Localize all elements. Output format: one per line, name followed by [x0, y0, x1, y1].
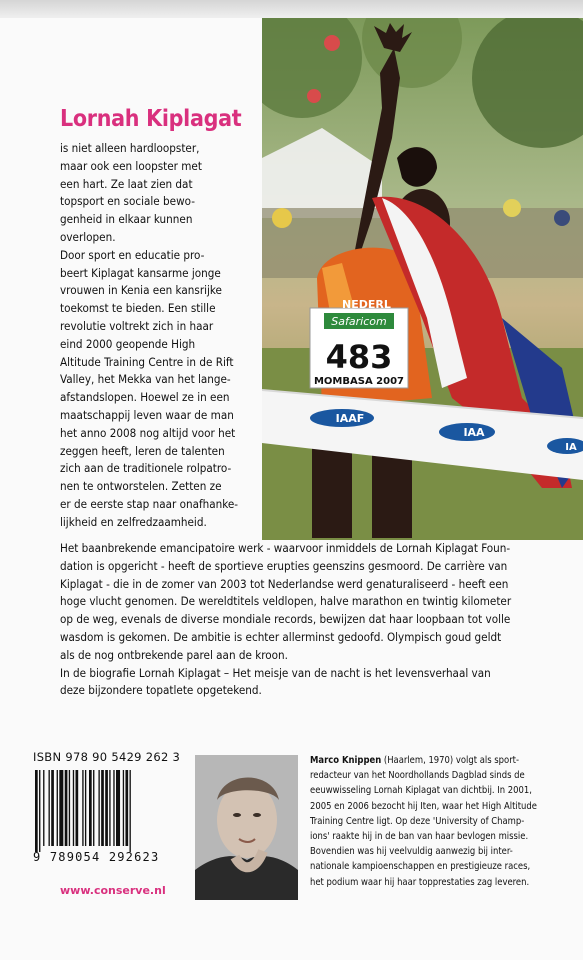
barcode-bar — [39, 770, 40, 852]
author-bio-text: Bovendien was hij veelvuldig aanwezig bij inter- — [310, 846, 513, 858]
author-portrait — [195, 755, 298, 900]
author-bio-text: Training Centre ligt. Op deze 'University of Champ- — [310, 815, 525, 827]
author-bio-line — [310, 768, 572, 783]
author-bio-text: het podium waar hij haar topprestaties zag leveren. — [310, 876, 530, 888]
author-bio-line — [310, 859, 572, 874]
blurb-main — [60, 540, 580, 700]
barcode-bar — [49, 770, 50, 846]
author-photo — [195, 755, 298, 900]
barcode-bar — [76, 770, 79, 846]
blurb-intro-line: Door sport en educatie pro- — [60, 247, 205, 262]
blurb-intro-line: het anno 2008 nog altijd voor het — [60, 425, 236, 440]
barcode-bar — [43, 770, 44, 846]
blurb-main-line: wasdom is gekomen. De ambitie is echter allerminst gedoofd. Olympisch goud geldt — [60, 629, 502, 644]
blurb-main-line: als de nog ontbrekende parel aan de kroon. — [60, 647, 288, 662]
author-bio-text: ions' raakte hij in de ban van haar bevlogen missie. — [310, 831, 529, 843]
tape-text: IAAF — [335, 412, 365, 425]
blurb-main-line: op de weg, evenals de diverse mondiale records, bewijzen dat haar loopbaan tot volle — [60, 612, 511, 627]
barcode-bar — [98, 770, 99, 846]
blurb-intro-line: Altitude Training Centre in de Rift — [60, 354, 234, 369]
blurb-main-line: deze bijzondere topatlete opgetekend. — [60, 683, 262, 698]
cover-photo-runner — [262, 18, 583, 540]
barcode-digits: 9 789054 292623 — [33, 850, 160, 864]
barcode-bars — [33, 770, 183, 852]
cover-top-fold — [0, 0, 583, 18]
author-bio-text: nationale kampioenschappen en prestigieuze races, — [310, 861, 531, 873]
blurb-intro — [60, 140, 265, 532]
blurb-intro-line: maatschappij leven waar de man — [60, 407, 234, 422]
author-bio-line — [310, 783, 572, 798]
barcode-bar — [116, 770, 120, 846]
blurb-intro-line: genheid in elkaar kunnen — [60, 212, 193, 227]
isbn-barcode — [33, 750, 185, 864]
blurb-main-line: Kiplagat - die in de zomer van 2003 tot Nederlandse werd genaturaliseerd - heeft een — [60, 576, 509, 591]
bib-sponsor: Safaricom — [331, 315, 387, 328]
blurb-intro-line: beert Kiplagat kansarme jonge — [60, 265, 221, 280]
barcode-bar — [35, 770, 38, 852]
publisher-website[interactable]: www.conserve.nl — [60, 884, 166, 897]
isbn-label: ISBN 978 90 5429 262 3 — [33, 750, 181, 764]
blurb-main-line: dation is opgericht - heeft de sportieve erupties geenszins gesmoord. De carrière van — [60, 558, 508, 573]
blurb-main-line: hoge vlucht genomen. De wereldtitels veldlopen, halve marathon en twintig kilometer — [60, 594, 512, 609]
barcode-bar — [113, 770, 114, 846]
author-bio-text: redacteur van het Noordhollands Dagblad sinds de — [310, 770, 525, 782]
author-bio-line — [310, 753, 572, 768]
barcode-bar — [105, 770, 108, 846]
barcode-bar — [51, 770, 54, 846]
barcode-bar — [69, 770, 70, 846]
barcode-bar — [85, 770, 86, 846]
author-bio-line — [310, 799, 572, 814]
author-bio-line — [310, 844, 572, 859]
blurb-intro-line: vrouwen in Kenia een kansrijke — [60, 283, 222, 298]
blurb-intro-line: nen te ontworstelen. Zetten ze — [60, 479, 222, 494]
runner-illustration — [262, 18, 583, 540]
barcode-bar — [125, 770, 128, 846]
bib-number: 483 — [325, 338, 393, 376]
blurb-intro-line: eind 2000 geopende High — [60, 336, 196, 351]
author-bio-text: 2005 en 2006 bezocht hij Iten, waar het High Altitude — [310, 800, 537, 812]
blurb-intro-line: lijkheid en zelfredzaamheid. — [60, 514, 207, 529]
blurb-intro-line: een hart. Ze laat zien dat — [60, 176, 193, 191]
tape-text-2: IAA — [463, 426, 485, 439]
blurb-intro-line: maar ook een loopster met — [60, 158, 202, 173]
blurb-intro-line: er de eerste stap naar onafhanke- — [60, 496, 239, 511]
blurb-main-line: Het baanbrekende emancipatoire werk - waarvoor inmiddels de Lornah Kiplagat Foun- — [60, 541, 511, 555]
barcode-bar — [59, 770, 63, 846]
barcode-bar — [89, 770, 92, 846]
blurb-intro-line: zich aan de traditionele rolpatro- — [60, 461, 232, 476]
author-bio — [310, 753, 572, 890]
blurb-intro-line: topsport en sociale bewo- — [60, 194, 195, 209]
author-bio-line — [310, 875, 572, 890]
author-bio-line — [310, 829, 572, 844]
blurb-intro-line: toekomst te bieden. Een stille — [60, 301, 216, 316]
tape-text-3: IA — [565, 442, 577, 453]
barcode-bar — [65, 770, 68, 846]
author-bio-text: eeuwwisseling Lornah Kiplagat van dichtbij. In 2001, — [310, 785, 532, 797]
author-bio-text: (Haarlem, 1970) volgt als sport- — [381, 755, 520, 766]
barcode-bar — [123, 770, 124, 846]
barcode-bar — [82, 770, 83, 846]
bib-event: MOMBASA 2007 — [313, 376, 405, 387]
barcode-bar — [73, 770, 74, 846]
blurb-intro-line: zeggen heeft, leren de talenten — [60, 443, 225, 458]
barcode-bar — [57, 770, 58, 846]
blurb-intro-line: overlopen. — [60, 229, 116, 244]
barcode-bar — [130, 770, 131, 852]
author-bio-line — [310, 814, 572, 829]
blurb-main-line: In de biografie Lornah Kiplagat – Het meisje van de nacht is het levensverhaal van — [60, 665, 491, 680]
book-title: Lornah Kiplagat — [60, 106, 242, 132]
barcode-bar — [93, 770, 94, 846]
singlet-text: NEDERL — [342, 298, 391, 311]
barcode-bar — [101, 770, 104, 846]
author-name: Marco Knippen — [310, 755, 382, 766]
blurb-intro-line: Valley, het Mekka van het lange- — [60, 372, 231, 387]
blurb-intro-line: revolutie voltrekt zich in haar — [60, 318, 214, 333]
barcode-bar — [109, 770, 110, 846]
blurb-intro-line: is niet alleen hardloopster, — [60, 141, 200, 155]
blurb-intro-line: afstandslopen. Hoewel ze in een — [60, 390, 230, 405]
